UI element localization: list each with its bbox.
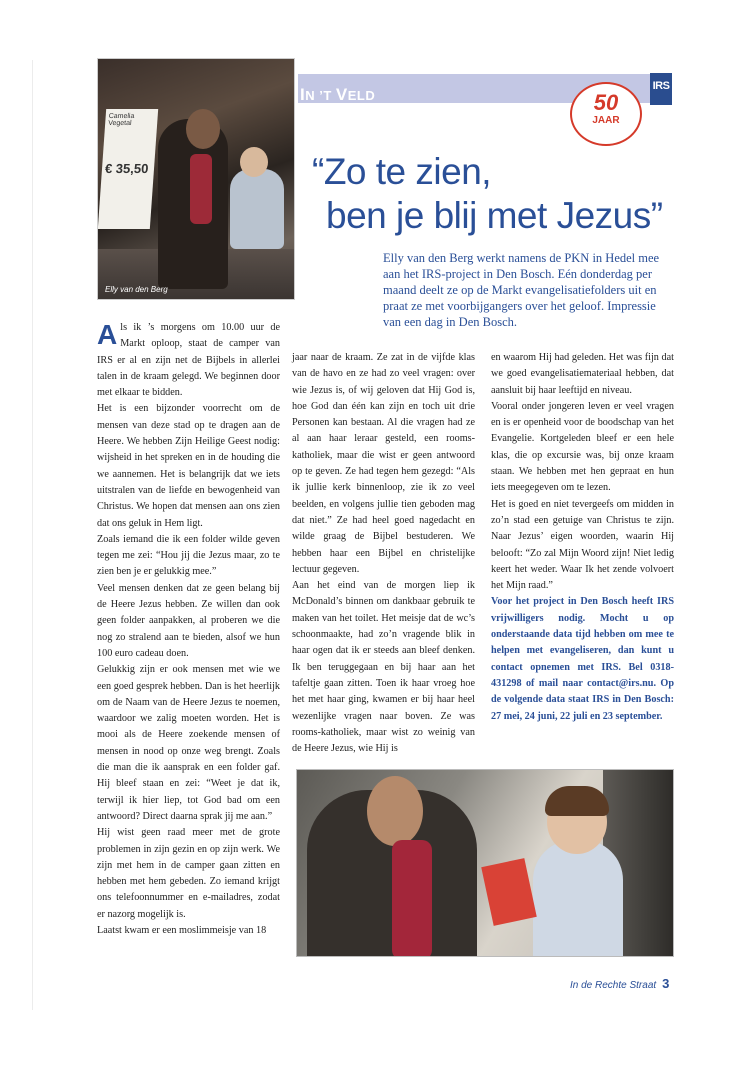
photo-child (230, 169, 284, 249)
sign-text: Camelia Vegetal (107, 113, 135, 127)
page-number: 3 (662, 976, 670, 991)
volunteer-notice: Voor het project in Den Bosch heeft IRS vrijwilligers nodig. Mocht u op onderstaande data tijd hebben om mee te helpen met evangeliseren, dan kunt u contact opnemen met IRS. Bel 0318-431298 of mail naar contact@irs.nu. Op de volgende data staat IRS in Den Bosch: 27 mei, 24 juni, 22 juli en 23 september. (491, 596, 674, 722)
paragraph: Het is goed en niet tevergeefs om midden in zo’n stad een getuige van Christus te zijn. Naar Jezus’ eigen woorden, waarin Hij belooft: “Zo zal Mijn Woord zijn! Niet ledig keert het weder. Waar Ik het zende volvoert het Mijn raad.” (491, 498, 674, 592)
paragraph: Hij wist geen raad meer met de grote problemen in zijn gezin en op zijn werk. We zijn met hem in de camper gaan zitten en hebben met hem gebeden. Zo iemand krijgt ons telefoonnummer en e-mailadres, zodat er nazorg mogelijk is. (97, 827, 280, 920)
jubilee-label: JAAR (592, 115, 620, 126)
paragraph: Als ik ’s morgens om 10.00 uur de Markt oploop, staat de camper van IRS er al en zijn net de Bijbels in allerlei talen in de kraam gelegd. We beginnen door met elkaar te bidden. (97, 319, 280, 399)
jubilee-badge (570, 82, 642, 146)
photo-child-head (240, 147, 268, 177)
photo-woman-child-book (296, 769, 674, 957)
magazine-title: In de Rechte Straat (570, 980, 657, 991)
photo-woman-head (186, 109, 220, 149)
irs-logo: IRS (650, 73, 672, 105)
paragraph: jaar naar de kraam. Ze zat in de vijfde klas van de havo en ze had zo veel vragen: over wie Jezus is, of wij geloven dat Hij God is, hoe God dan één kan zijn en toch uit drie Personen kan bestaan. Al die vragen had ze al aan haar leraar gesteld, een rooms-katholiek, maar die wist er geen antwoord op te geven. Ze had tegen hem gezegd: “Als ik jullie kerk binnenloop, zie ik zo veel beelden, en volgens jullie tien geboden mag dat niet.” Ze had heel goed nagedacht en wilde graag de Bijbel bestuderen. We hebben haar een Bijbel en christelijke lectuur gegeven. (292, 352, 475, 575)
photo-child-hair (545, 786, 609, 816)
section-title: IN ’T VELD (300, 85, 376, 104)
paragraph: Veel mensen denken dat ze geen belang bij de Heere Jezus hebben. Ze willen dan ook geen folder aanpakken, al proberen we die nog zo stralend aan te bieden, alsof we hun 100 euro cadeau doen. (97, 582, 280, 659)
paragraph: en waarom Hij had geleden. Het was fijn dat we goed evangelisatiemateriaal hebben, dat aansluit bij haar leeftijd en niveau. (491, 352, 674, 396)
paragraph: Laatst kwam er een moslimmeisje van 18 (97, 924, 267, 936)
article-intro: Elly van den Berg werkt namens de PKN in Hedel mee aan het IRS-project in Den Bosch. Eén donderdag per maand deelt ze op de Markt evangelisatiefolders uit en praat ze met voorbijgangers over het geloof. Impressie van een dag in Den Bosch. (383, 251, 660, 329)
page-footer (570, 976, 669, 991)
photo-child (533, 840, 623, 957)
photo-woman-head (367, 776, 423, 846)
article-headline: “Zo te zien, ben je blij met Jezus” (312, 151, 663, 236)
paragraph: Vooral onder jongeren leven er veel vragen en is er openheid voor de boodschap van het Evangelie. Kortgeleden bleef er een hele klas, die op excursie was, bij onze kraam staan. We hebben met hen gepraat en hun iets meegegeven om te lezen. (491, 400, 674, 494)
paragraph: Het is een bijzonder voorrecht om de mensen van deze stad op te dragen aan de Heere. We hebben Zijn Heilige Geest nodig: wijsheid in het spreken en in de houding die we aannemen. Het is belangrijk dat we iets uitstralen van de liefde en bewogenheid van Christus. We hopen dat mensen aan ons zien dat ons geluk in Hem ligt. (97, 403, 280, 529)
drop-cap: A (97, 319, 118, 350)
jubilee-number: 50 (593, 90, 619, 115)
page-edge-line (32, 60, 33, 1010)
paragraph: Gelukkig zijn er ook mensen met wie we een goed gesprek hebben. Dan is het heerlijk om de Naam van de Heere Jezus te noemen, waardoor we zalig moeten worden. Het is mooi als de Heere zoekende mensen of mensen in nood op onze weg brengt. Zoals die man die ik aansprak en een folder gaf. Hij bleef staan en zei: “Weet je dat ik, terwijl ik hier liep, tot God bad om een antwoord? Direct daarna sprak jij me aan.” (97, 664, 280, 822)
sign-price: € 35,50 (104, 161, 149, 176)
article-column-1 (97, 320, 280, 939)
photo-elly-market (97, 58, 295, 300)
paragraph: Aan het eind van de morgen liep ik McDonald’s binnen om dankbaar gebruik te maken van het toilet. Het meisje dat de wc’s schoonmaakte, had zo’n vragende blik in haar ogen dat ik er steeds aan bleef denken. Ik ben teruggegaan en bij haar aan het tafeltje gaan zitten. Toen ik haar vroeg hoe het met haar ging, kwamen er bij haar heel wezenlijke vragen naar boven. Ze was rooms-katholiek, maar wist zo weinig van de Heere Jezus, wie Hij is (292, 580, 475, 755)
photo-red-booklet (481, 858, 537, 926)
price-sign (98, 109, 158, 229)
photo-woman-scarf (392, 840, 432, 957)
article-column-2 (292, 350, 475, 757)
photo-woman-scarf (190, 154, 212, 224)
paragraph: Zoals iemand die ik een folder wilde geven tegen me zei: “Hou jij die Jezus maar, zo te zien ben je er gelukkig mee.” (97, 533, 280, 578)
article-column-3 (491, 350, 674, 725)
photo-caption: Elly van den Berg (105, 285, 168, 294)
